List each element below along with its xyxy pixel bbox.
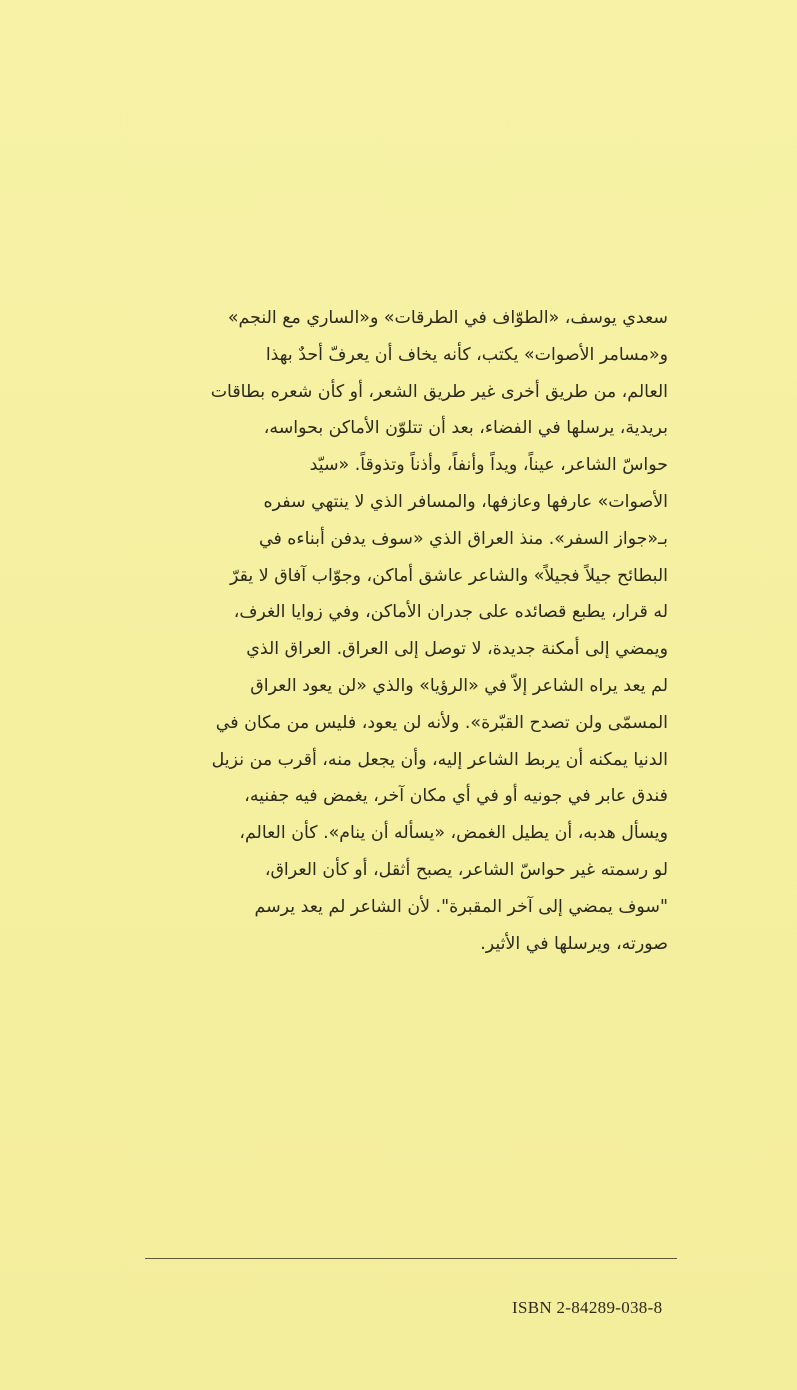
blurb-line: البطائح جيلاً فجيلاً» والشاعر عاشق أماكن، وجوّاب آفاق لا يقرّ <box>229 565 668 586</box>
blurb-line: الدنيا يمكنه أن يربط الشاعر إليه، وأن يجعل منه، أقرب من نزيل <box>211 749 668 770</box>
divider-line <box>145 1258 677 1259</box>
blurb-line: المسمّى ولن تصدح القبّرة». ولأنه لن يعود، فليس من مكان في <box>215 712 668 733</box>
blurb-line: له قرار، يطبع قصائده على جدران الأماكن، وفي زوايا الغرف، <box>233 602 668 623</box>
blurb-line: الأصوات» عارفها وعازفها، والمسافر الذي لا ينتهي سفره <box>263 491 668 512</box>
blurb-line: حواسّ الشاعر، عيناً، ويداً وأنفاً، وأذناً وتذوقاً. «سيّد <box>309 455 668 476</box>
isbn-number: ISBN 2-84289-038-8 <box>512 1298 663 1317</box>
blurb-line: العالم، من طريق أخرى غير طريق الشعر، أو كأن شعره بطاقات <box>210 381 668 402</box>
blurb-line: لو رسمته غير حواسّ الشاعر، يصبح أثقل، أو كأن العراق، <box>264 859 668 880</box>
blurb-line: ويسأل هدبه، أن يطيل الغمض، «يسأله أن ينام». كأن العالم، <box>239 823 668 844</box>
blurb-text <box>128 300 668 962</box>
blurb-line: سعدي يوسف، «الطوّاف في الطرقات» و«الساري مع النجم» <box>227 308 668 328</box>
blurb-line: لم يعد يراه الشاعر إلاّ في «الرؤيا» والذي «لن يعود العراق <box>250 675 668 696</box>
blurb-line: بـ«جواز السفر». منذ العراق الذي «سوف يدفن أبناءه في <box>258 528 668 549</box>
blurb-line: و«مسامر الأصوات» يكتب، كأنه يخاف أن يعرفّ أحدٌ بهذا <box>265 344 668 365</box>
blurb-line: بريدية، يرسلها في الفضاء، بعد أن تتلوّن الأماكن بحواسه، <box>263 418 668 439</box>
blurb-line: صورته، ويرسلها في الأثير. <box>480 933 668 954</box>
blurb-line: فندق عابر في جونيه أو في أي مكان آخر، يغمض فيه جفنيه، <box>244 786 668 807</box>
blurb-line: ويمضي إلى أمكنة جديدة، لا توصل إلى العراق. العراق الذي <box>246 639 668 660</box>
blurb-line: "سوف يمضي إلى آخر المقبرة". لأن الشاعر لم يعد يرسم <box>254 896 668 917</box>
